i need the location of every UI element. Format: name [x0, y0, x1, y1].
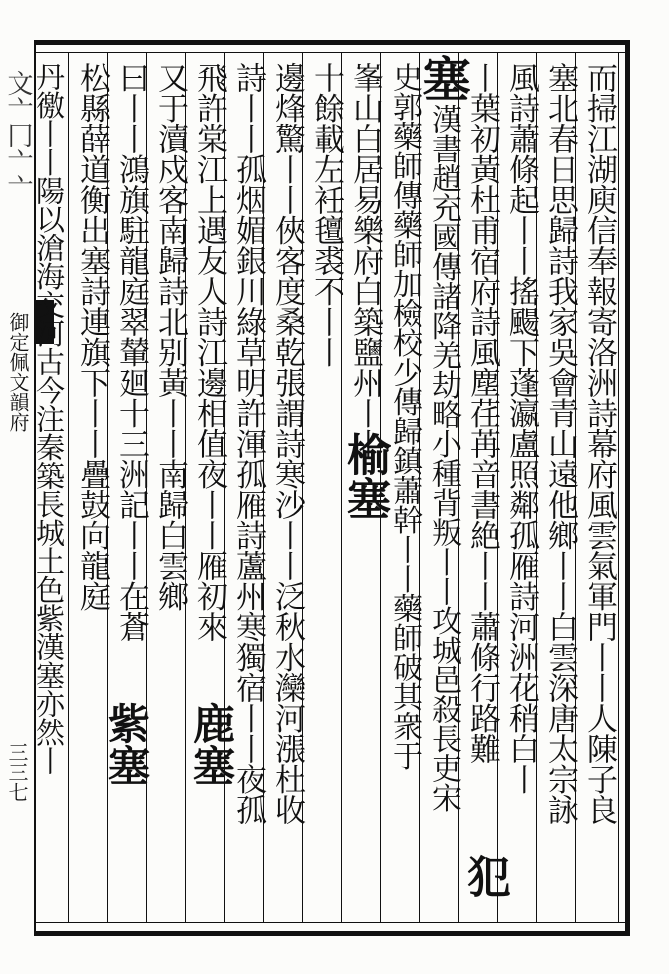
top-border-thick: [34, 40, 630, 45]
text-column-11: 飛許棠江上遇友人詩江邊相值夜丨丨雁初來: [191, 62, 227, 642]
top-border-thin: [34, 52, 630, 53]
text-column-6: 史郭藥師傳藥師加檢校少傳歸鎮蕭幹丨丨藥師破其衆于: [387, 62, 422, 770]
text-column-15: 丹徼丨丨陽以滄海交河古今注秦築長城土色紫漢塞亦然丨: [32, 62, 66, 775]
headword-yu-sai: 榆塞: [339, 432, 390, 520]
bottom-border-thin: [34, 922, 630, 923]
text-column-3: 風詩蕭條起丨丨搖颺下蓬瀛盧照鄰孤雁詩河洲花稍白丨: [503, 62, 539, 794]
page-number: 三三七: [5, 742, 29, 802]
text-column-14: 松縣薛道衡出塞詩連旗下丨丨疊鼓向龍庭: [74, 62, 110, 611]
text-column-13: 曰丨丨鴻旗駐龍庭翠輦廻十三洲記丨丨在蒼: [113, 62, 149, 642]
headword-fan: 犯: [459, 854, 510, 898]
text-column-8: 十餘載左衽氊裘不丨丨: [308, 62, 344, 367]
headword-zi-sai: 紫塞: [102, 702, 151, 786]
right-border-thick: [625, 40, 630, 936]
text-column-7: 峯山白居易樂府白築鹽州丨丨: [347, 62, 383, 459]
text-column-12: 又于瀆戍客南歸詩北别黃丨丨南歸白雲鄉: [152, 62, 188, 611]
text-column-9: 邊烽驚丨丨俠客度桑乾張謂詩寒沙丨丨泛秋水灤河漲杜收: [269, 62, 305, 825]
headword-lu-sai: 鹿塞: [187, 702, 236, 786]
headword-sai: 塞: [414, 54, 470, 102]
bottom-border-thick: [34, 931, 630, 936]
text-column-4: 丨葉初黃杜甫宿府詩風塵荏苒音書絶丨丨蕭條行路難: [464, 62, 500, 764]
text-column-5-head: 漢書趙充國傳諸降羌劫略小種背叛丨丨攻城邑殺長吏宋: [426, 104, 461, 812]
text-column-2: 塞北春日思歸詩我家吳會青山遠他鄉丨丨白雲深唐太宗詠: [542, 62, 578, 825]
book-title: 御定佩文韻府: [6, 312, 30, 432]
text-column-10: 詩丨丨孤烟媚銀川綠草明許渾孤雁詩蘆州寒獨宿丨丨夜孤: [230, 62, 266, 825]
text-column-1: 而掃江湖庾信奉報寄洛洲詩幕府風雲氣軍門丨丨人陳子良: [581, 62, 617, 825]
column-rule: [68, 53, 69, 922]
margin-fragment-text: 文亠冂亠亠: [3, 70, 33, 200]
